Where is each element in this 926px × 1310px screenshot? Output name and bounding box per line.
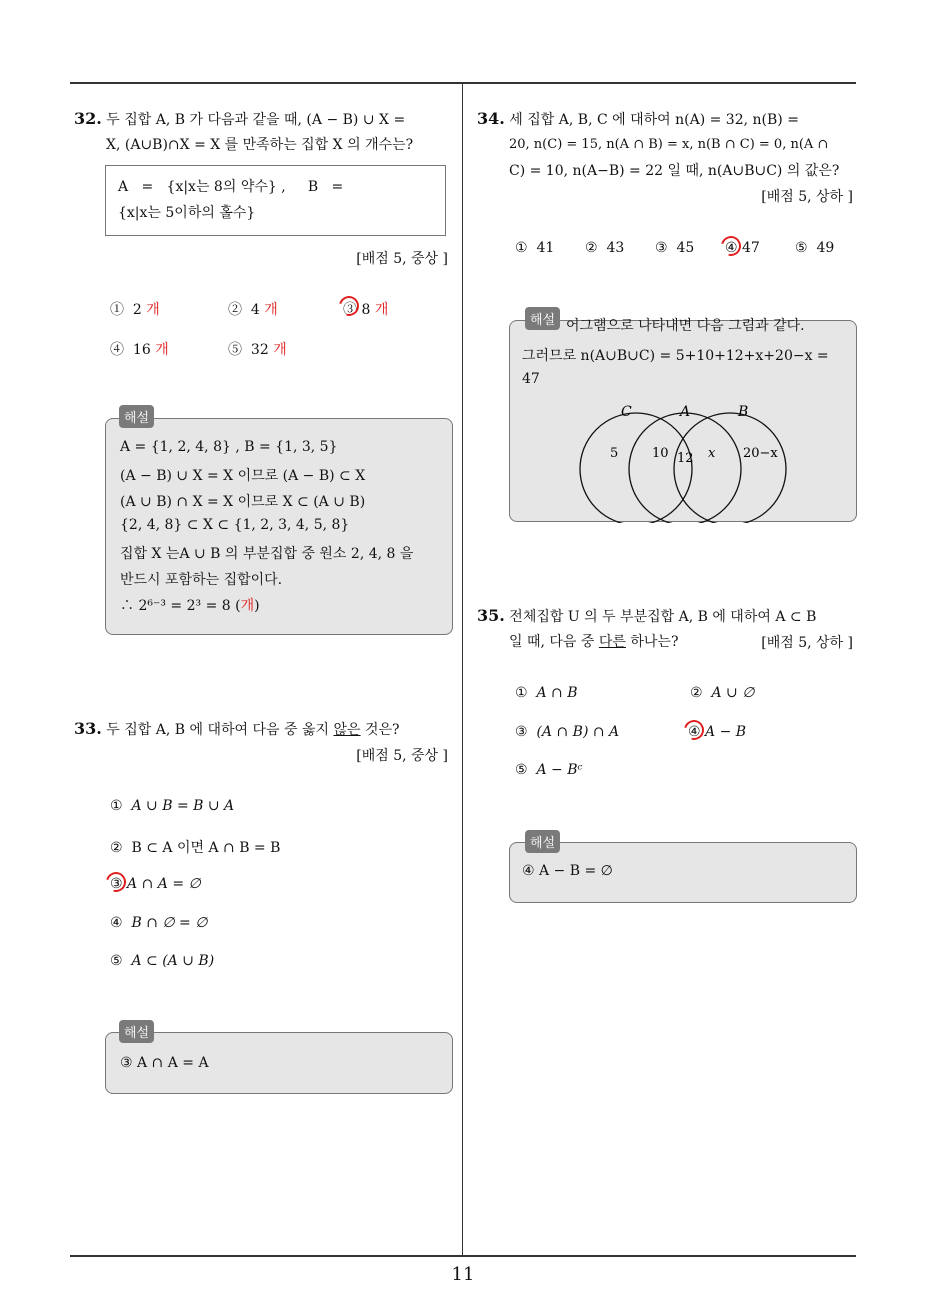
venn-label-a: A xyxy=(680,404,691,420)
q32-choice-3[interactable]: ③ 8 개 xyxy=(343,302,389,318)
q34-choice-3[interactable]: ③ 45 xyxy=(655,240,695,256)
q33-choice-3[interactable]: ③ A ∩ A = ∅ xyxy=(110,876,201,892)
q33-line1: 33. 두 집합 A, B 에 대하여 다음 중 옳지 않은 것은? xyxy=(74,719,400,738)
column-divider xyxy=(462,83,463,1255)
venn-region-ca: 10 xyxy=(652,446,669,461)
q33-solution-box: ③ A ∩ A = A xyxy=(105,1032,453,1094)
venn-region-b-only: 20−x xyxy=(743,446,778,461)
q32-line1: 32. 두 집합 A, B 가 다음과 같을 때, (A − B) ∪ X = xyxy=(74,109,406,128)
q33-choice-1[interactable]: ① A ∪ B = B ∪ A xyxy=(110,798,235,814)
q32-line2: X, (A∪B)∩X = X 를 만족하는 집합 X 의 개수는? xyxy=(106,137,414,153)
venn-diagram xyxy=(510,393,858,523)
q35-solution-box: ④ A − B = ∅ xyxy=(509,842,857,903)
q35-choice-1[interactable]: ① A ∩ B xyxy=(515,685,578,701)
q32-choice-5[interactable]: ⑤ 32 개 xyxy=(228,342,287,358)
q33-score: [배점 5, 중상 ] xyxy=(356,748,448,764)
q33-choice-5[interactable]: ⑤ A ⊂ (A ∪ B) xyxy=(110,953,215,969)
venn-circle-a xyxy=(629,413,741,523)
q32-solution-tag: 해설 xyxy=(119,405,154,428)
q32-given-box xyxy=(105,165,446,236)
venn-circle-c xyxy=(580,413,692,523)
q34-choice-5[interactable]: ⑤ 49 xyxy=(795,240,835,256)
q33-choice-2[interactable]: ② B ⊂ A 이면 A ∩ B = B xyxy=(110,840,281,856)
q34-line1: 34. 세 집합 A, B, C 에 대하여 n(A) = 32, n(B) = xyxy=(477,109,799,128)
q34-choice-2[interactable]: ② 43 xyxy=(585,240,625,256)
q35-line2: 일 때, 다음 중 다른 하나는? xyxy=(509,634,679,650)
q34-line3: C) = 10, n(A−B) = 22 일 때, n(A∪B∪C) 의 값은? xyxy=(509,163,840,179)
top-rule xyxy=(70,82,856,84)
q33-solution-tag: 해설 xyxy=(119,1020,154,1043)
q34-solution-box: 어그램으로 나타내면 다음 그림과 같다. 그러므로 n(A∪B∪C) = 5+10+12+x+20−x = 47 C A B 5 10 12 x 20−x xyxy=(509,320,857,522)
q32-choice-4[interactable]: ④ 16 개 xyxy=(110,342,169,358)
q32-choice-1[interactable]: ① 2 개 xyxy=(110,302,160,318)
venn-region-a-only: 12 xyxy=(677,451,694,466)
venn-region-c-only: 5 xyxy=(610,446,619,461)
q34-line2: 20, n(C) = 15, n(A ∩ B) = x, n(B ∩ C) = 0, n(A ∩ xyxy=(509,137,829,152)
q34-choice-4[interactable]: ④ 47 xyxy=(725,240,760,256)
bottom-rule xyxy=(70,1255,856,1257)
q34-choice-1[interactable]: ① 41 xyxy=(515,240,555,256)
venn-circle-b xyxy=(674,413,786,523)
q34-score: [배점 5, 상하 ] xyxy=(761,189,853,205)
venn-label-c: C xyxy=(621,404,632,420)
venn-region-ab: x xyxy=(708,446,716,461)
venn-label-b: B xyxy=(738,404,749,420)
page-number: 11 xyxy=(451,1264,475,1285)
q35-solution-tag: 해설 xyxy=(525,830,560,853)
q32-number: 32. xyxy=(74,109,102,128)
q34-solution-tag: 해설 xyxy=(525,307,560,330)
q32-choice-2[interactable]: ② 4 개 xyxy=(228,302,278,318)
q32-score: [배점 5, 중상 ] xyxy=(356,251,448,267)
q35-line1: 35. 전체집합 U 의 두 부분집합 A, B 에 대하여 A ⊂ B xyxy=(477,606,817,625)
q32-given-line2: {x|x는 5이하의 홀수} xyxy=(118,205,256,221)
q35-score: [배점 5, 상하 ] xyxy=(761,635,853,651)
q35-choice-2[interactable]: ② A ∪ ∅ xyxy=(690,685,755,701)
q35-choice-3[interactable]: ③ (A ∩ B) ∩ A xyxy=(515,724,620,740)
q32-given-line1: A = {x|x는 8의 약수} , B = xyxy=(118,179,344,195)
q35-choice-5[interactable]: ⑤ A − Bᶜ xyxy=(515,762,583,778)
q35-choice-4[interactable]: ④ A − B xyxy=(688,724,747,740)
q32-solution-box: A = {1, 2, 4, 8} , B = {1, 3, 5} (A − B) ∪ X = X 이므로 (A − B) ⊂ X (A ∪ B) ∩ X = X 이므로 X ⊂ (A ∪ B) {2, 4, 8} ⊂ X ⊂ {1, 2, 3, 4, 5, 8} 집합 X 는A ∪ B 의 부분집합 중 원소 2, 4, 8 을 반드시 포함하는 집합이다. ∴ 2⁶⁻³ = 2³ = 8 (개) xyxy=(105,418,453,635)
q33-choice-4[interactable]: ④ B ∩ ∅ = ∅ xyxy=(110,915,208,931)
